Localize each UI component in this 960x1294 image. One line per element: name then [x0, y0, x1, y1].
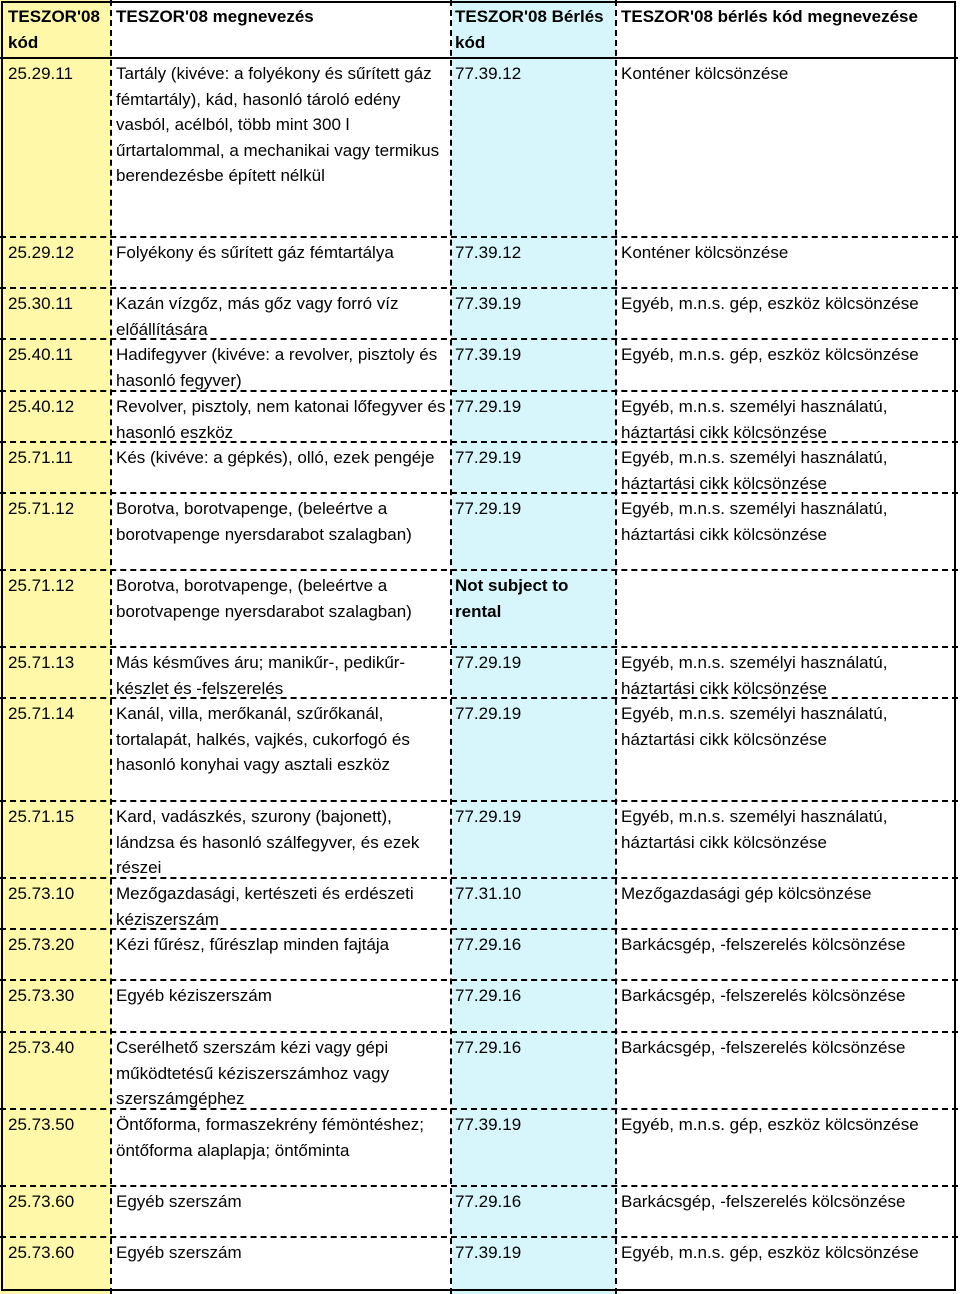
- cell-kod: 25.71.13: [8, 653, 75, 672]
- cell-berles-kod: 77.39.19: [455, 1115, 522, 1134]
- cell-berles-megnevezes: Egyéb, m.n.s. gép, eszköz kölcsönzése: [621, 294, 919, 313]
- cell-kod: 25.40.11: [8, 345, 73, 364]
- cell-berles-megnevezes: Egyéb, m.n.s. személyi használatú, háztartási cikk kölcsönzése: [621, 499, 888, 544]
- cell-berles-megnevezes: Egyéb, m.n.s. gép, eszköz kölcsönzése: [621, 345, 919, 364]
- cell-berles-megnevezes: Egyéb, m.n.s. személyi használatú, háztartási cikk kölcsönzése: [621, 653, 888, 698]
- cell-megnevezes: Kézi fűrész, fűrészlap minden fajtája: [116, 935, 390, 954]
- cell-megnevezes: Borotva, borotvapenge, (beleértve a borotvapenge nyersdarabot szalagban): [116, 576, 412, 621]
- cell-kod: 25.73.20: [8, 935, 75, 954]
- cell-megnevezes: Kés (kivéve: a gépkés), olló, ezek pengéje: [116, 448, 435, 467]
- cell-berles-kod: 77.39.19: [455, 345, 522, 364]
- cell-berles-megnevezes: Egyéb, m.n.s. gép, eszköz kölcsönzése: [621, 1243, 919, 1262]
- cell-megnevezes: Tartály (kivéve: a folyékony és sűrített gáz fémtartály), kád, hasonló tároló edény vasból, acélból, több mint 300 l űrtartalommal, a mechanikai vagy termikus berendezésbe épített nélkül: [116, 64, 440, 186]
- cell-berles-kod: 77.39.19: [455, 1243, 522, 1262]
- cell-berles-kod: 77.29.19: [455, 807, 522, 826]
- cell-megnevezes: Hadifegyver (kivéve: a revolver, pisztoly és hasonló fegyver): [116, 345, 438, 390]
- cell-berles-kod: Not subject to rental: [455, 576, 569, 621]
- cell-berles-megnevezes: Barkácsgép, -felszerelés kölcsönzése: [621, 1038, 906, 1057]
- cell-berles-megnevezes: Egyéb, m.n.s. gép, eszköz kölcsönzése: [621, 1115, 919, 1134]
- cell-kod: 25.71.12: [8, 576, 75, 595]
- cell-megnevezes: Öntőforma, formaszekrény fémöntéshez; öntőforma alaplapja; öntőminta: [116, 1115, 425, 1160]
- cell-megnevezes: Borotva, borotvapenge, (beleértve a borotvapenge nyersdarabot szalagban): [116, 499, 412, 544]
- cell-kod: 25.71.14: [8, 704, 75, 723]
- cell-kod: 25.73.10: [8, 884, 75, 903]
- header-megnevezes: TESZOR'08 megnevezés: [116, 7, 314, 26]
- cell-megnevezes: Folyékony és sűrített gáz fémtartálya: [116, 243, 394, 262]
- cell-megnevezes: Cserélhető szerszám kézi vagy gépi működtetésű kéziszerszámhoz vagy szerszámgéphez: [116, 1038, 390, 1109]
- cell-berles-kod: 77.29.19: [455, 448, 522, 467]
- cell-kod: 25.73.40: [8, 1038, 75, 1057]
- cell-megnevezes: Kanál, villa, merőkanál, szűrőkanál, tortalapát, halkés, vajkés, cukorfogó és hasonló konyhai vagy asztali eszköz: [116, 704, 410, 775]
- cell-berles-megnevezes: Egyéb, m.n.s. személyi használatú, háztartási cikk kölcsönzése: [621, 704, 888, 749]
- cell-berles-kod: 77.29.16: [455, 986, 522, 1005]
- cell-berles-megnevezes: Egyéb, m.n.s. személyi használatú, háztartási cikk kölcsönzése: [621, 448, 888, 493]
- cell-berles-kod: 77.29.19: [455, 704, 522, 723]
- cell-berles-megnevezes: Egyéb, m.n.s. személyi használatú, háztartási cikk kölcsönzése: [621, 807, 888, 852]
- header-berles-megnevezes: TESZOR'08 bérlés kód megnevezése: [621, 7, 918, 26]
- cell-megnevezes: Más késműves áru; manikűr-, pedikűr-készlet és -felszerelés: [116, 653, 406, 698]
- cell-berles-kod: 77.31.10: [455, 884, 522, 903]
- cell-berles-megnevezes: Egyéb, m.n.s. személyi használatú, háztartási cikk kölcsönzése: [621, 397, 888, 442]
- cell-kod: 25.73.60: [8, 1243, 75, 1262]
- header-kod: TESZOR'08 kód: [8, 7, 100, 52]
- cell-kod: 25.30.11: [8, 294, 73, 313]
- cell-berles-kod: 77.29.19: [455, 653, 522, 672]
- cell-kod: 25.73.60: [8, 1192, 75, 1211]
- header-berles-kod: TESZOR'08 Bérlés kód: [455, 7, 604, 52]
- cell-megnevezes: Egyéb kéziszerszám: [116, 986, 272, 1005]
- cell-berles-megnevezes: Barkácsgép, -felszerelés kölcsönzése: [621, 1192, 906, 1211]
- cell-megnevezes: Mezőgazdasági, kertészeti és erdészeti kéziszerszám: [116, 884, 414, 929]
- cell-megnevezes: Kazán vízgőz, más gőz vagy forró víz előállítására: [116, 294, 399, 339]
- cell-megnevezes: Egyéb szerszám: [116, 1243, 242, 1262]
- cell-kod: 25.71.11: [8, 448, 73, 467]
- cell-berles-kod: 77.29.16: [455, 1038, 522, 1057]
- cell-berles-kod: 77.39.12: [455, 243, 522, 262]
- cell-megnevezes: Revolver, pisztoly, nem katonai lőfegyver és hasonló eszköz: [116, 397, 446, 442]
- cell-berles-megnevezes: Mezőgazdasági gép kölcsönzése: [621, 884, 872, 903]
- cell-megnevezes: Kard, vadászkés, szurony (bajonett), lándzsa és hasonló szálfegyver, és ezek részei: [116, 807, 420, 878]
- cell-berles-kod: 77.29.19: [455, 397, 522, 416]
- cell-kod: 25.73.30: [8, 986, 75, 1005]
- cell-berles-megnevezes: Konténer kölcsönzése: [621, 64, 789, 83]
- cell-berles-megnevezes: Barkácsgép, -felszerelés kölcsönzése: [621, 986, 906, 1005]
- cell-kod: 25.71.15: [8, 807, 75, 826]
- cell-kod: 25.71.12: [8, 499, 75, 518]
- cell-berles-kod: 77.29.19: [455, 499, 522, 518]
- cell-berles-kod: 77.29.16: [455, 935, 522, 954]
- cell-berles-megnevezes: Barkácsgép, -felszerelés kölcsönzése: [621, 935, 906, 954]
- cell-berles-kod: 77.29.16: [455, 1192, 522, 1211]
- cell-kod: 25.40.12: [8, 397, 75, 416]
- cell-berles-megnevezes: Konténer kölcsönzése: [621, 243, 789, 262]
- cell-berles-kod: 77.39.19: [455, 294, 522, 313]
- cell-berles-kod: 77.39.12: [455, 64, 522, 83]
- cell-kod: 25.29.12: [8, 243, 75, 262]
- cell-megnevezes: Egyéb szerszám: [116, 1192, 242, 1211]
- cell-kod: 25.29.11: [8, 64, 73, 83]
- header-row: [0, 0, 958, 57]
- cell-kod: 25.73.50: [8, 1115, 75, 1134]
